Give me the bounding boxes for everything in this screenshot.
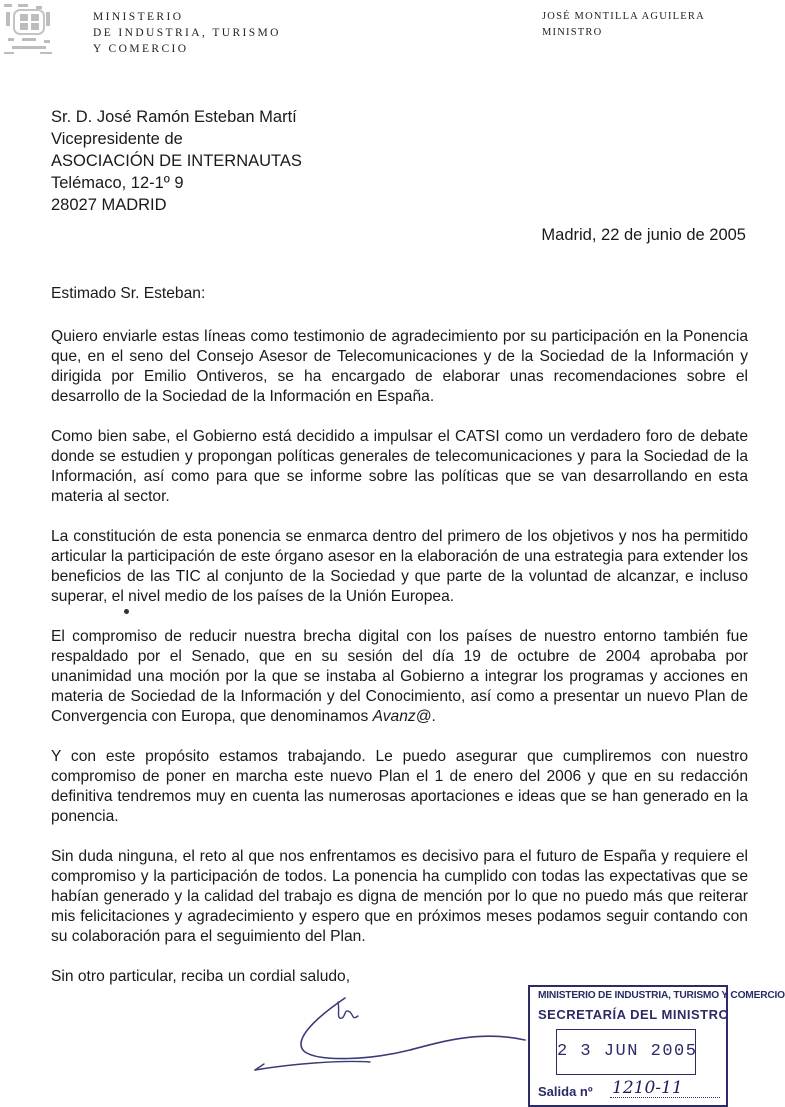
body-paragraph: Sin duda ninguna, el reto al que nos enfrentamos es decisivo para el futuro de España y requiere el compromiso y la participación de todos. La ponencia ha cumplido con todas las expectativas que se habían generado y la calidad del trabajo es digna de mención por lo que no puedo más que reiterar mis felicitaciones y agradecimiento y espero que en próximos meses podamos seguir contando con su colaboración para el seguimiento del Plan. <box>51 848 748 945</box>
stamp-date: 2 3 JUN 2005 <box>557 1042 698 1061</box>
addressee-line: Telémaco, 12-1º 9 <box>51 174 184 192</box>
minister-name: JOSÉ MONTILLA AGUILERA <box>542 11 705 22</box>
stamp-salida-label: Salida nº <box>538 1084 593 1099</box>
salutation: Estimado Sr. Esteban: <box>51 285 206 302</box>
ministry-line-3: Y COMERCIO <box>93 43 189 55</box>
body-paragraph: La constitución de esta ponencia se enmarca dentro del primero de los objetivos y nos ha permitido articular la participación de este órgano asesor en la elaboración de una estrategia para extender los beneficios de las TIC al conjunto de la Sociedad y que parte de la voluntad de alcanzar, e incluso superar, el nivel medio de los países de la Unión Europea. <box>51 528 748 605</box>
addressee-line: Vicepresidente de <box>51 130 183 148</box>
handwritten-signature-icon <box>250 990 550 1080</box>
body-paragraph <box>51 627 748 727</box>
stamp-number-underline <box>610 1096 720 1098</box>
body-paragraph: Y con este propósito estamos trabajando. Le puedo asegurar que cumpliremos con nuestro compromiso de poner en marcha este nuevo Plan el 1 de enero del 2006 y que en su redacción definitiva tendremos muy en cuenta las numerosas aportaciones e ideas que se han generado en la ponencia. <box>51 748 748 825</box>
addressee-line: Sr. D. José Ramón Esteban Martí <box>51 108 297 126</box>
royal-coat-of-arms-icon <box>0 0 60 58</box>
paragraph-end: . <box>431 708 436 725</box>
plan-name-emphasis: Avanz@ <box>372 708 432 725</box>
stamp-salida-number: 1210-11 <box>612 1078 683 1098</box>
minister-title: MINISTRO <box>542 27 603 38</box>
letter-body <box>51 284 748 987</box>
ministry-name <box>93 9 281 57</box>
paragraph-text: El compromiso de reducir nuestra brecha digital con los países de nuestro entorno también fue respaldado por el Senado, que en su sesión del día 19 de octubre de 2004 aprobaba por unanimidad una moción por la que se instaba al Gobierno a integrar los programas y acciones en materia de Sociedad de la Información y del Conocimiento, así como a presentar un nuevo Plan de Convergencia con Europa, que denominamos <box>51 628 748 725</box>
addressee-line: ASOCIACIÓN DE INTERNAUTAS <box>51 152 302 170</box>
minister-block <box>542 9 732 41</box>
ministry-line-2: DE INDUSTRIA, TURISMO <box>93 27 281 39</box>
body-paragraph: Como bien sabe, el Gobierno está decidido a impulsar el CATSI como un verdadero foro de debate donde se estudien y propongan políticas generales de telecomunicaciones y para la Sociedad de la Información, así como para que se informe sobre las políticas que se van desarrollando en esta materia al sector. <box>51 428 748 505</box>
stamp-secretariat: SECRETARÍA DEL MINISTRO <box>538 1007 730 1022</box>
addressee-line: 28027 MADRID <box>51 196 167 214</box>
letter-date: Madrid, 22 de junio de 2005 <box>541 226 746 244</box>
addressee-block <box>51 106 302 216</box>
stamp-date-box <box>556 1029 696 1075</box>
body-paragraph: Quiero enviarle estas líneas como testimonio de agradecimiento por su participación en la Ponencia que, en el seno del Consejo Asesor de Telecomunicaciones y de la Sociedad de la Información y dirigida por Emilio Ontiveros, se ha encargado de elaborar unas recomendaciones sobre el desarrollo de la Sociedad de la Información en España. <box>51 328 748 405</box>
stamp-ministry: MINISTERIO DE INDUSTRIA, TURISMO Y COMERCIO <box>538 990 785 1001</box>
ministry-line-1: MINISTERIO <box>93 11 184 23</box>
registry-stamp <box>528 985 785 1107</box>
ink-dot <box>124 609 129 614</box>
closing-line: Sin otro particular, reciba un cordial saludo, <box>51 968 351 985</box>
